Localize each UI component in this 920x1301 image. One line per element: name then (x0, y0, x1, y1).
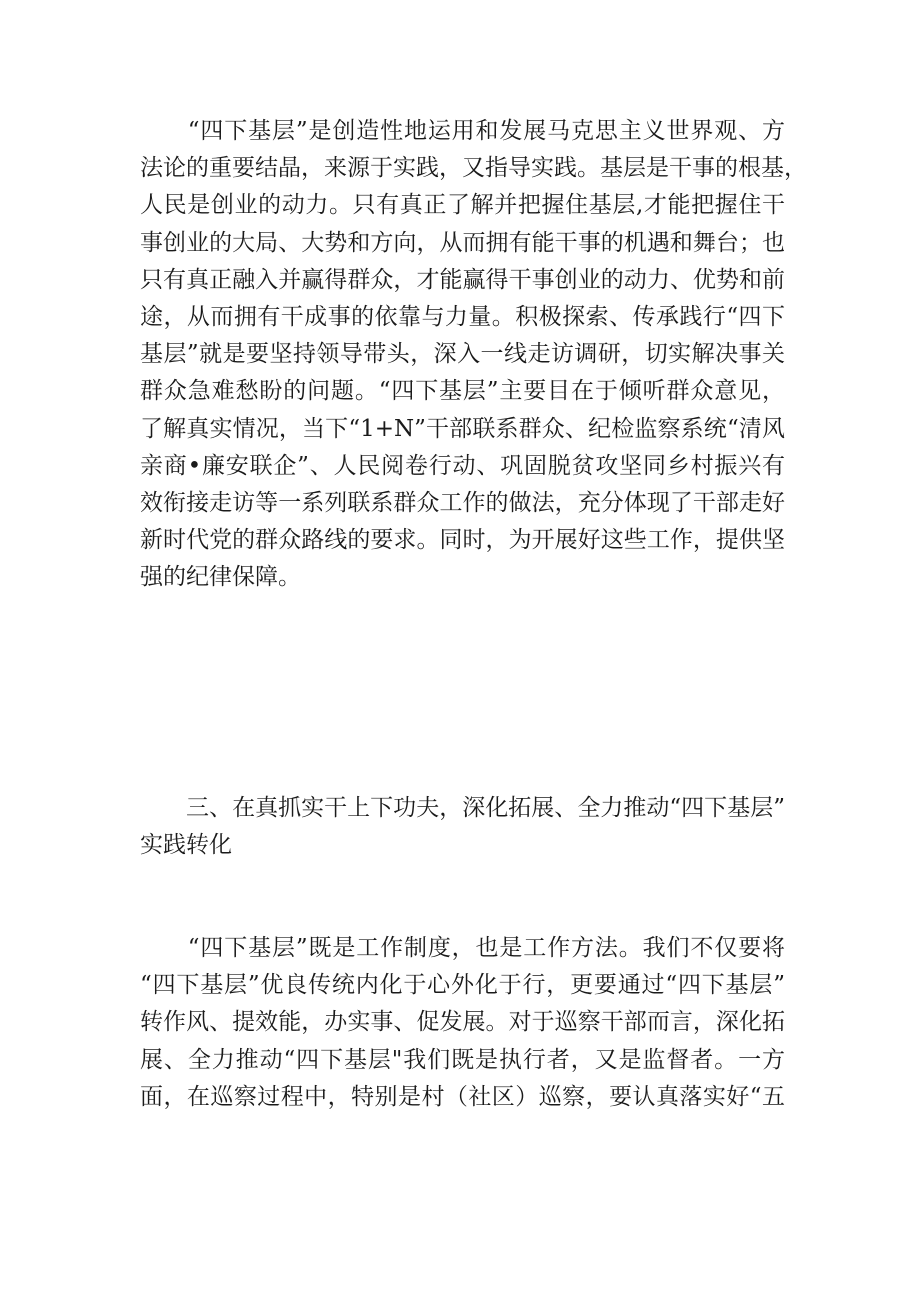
text-line: “四下基层”是创造性地运用和发展马克思主义世界观、方 (140, 118, 785, 144)
text-line: “四下基层”既是工作制度，也是工作方法。我们不仅要将 (140, 935, 785, 961)
body-paragraph-1 (140, 113, 807, 596)
text-line: 法论的重要结晶，来源于实践，又指导实践。基层是干事的根基， (140, 155, 807, 182)
text-line: 转作风、提效能，办实事、促发展。对于巡察干部而言，深化拓 (140, 1009, 785, 1036)
text-line: 强的纪律保障。 (140, 564, 301, 591)
text-line: 基层”就是要坚持领导带头，深入一线走访调研，切实解决事关 (140, 341, 785, 368)
text-line: 事创业的大局、大势和方向，从而拥有能干事的机遇和舞台；也 (140, 229, 785, 256)
text-line: 人民是创业的动力。只有真正了解并把握住基层,才能把握住干 (140, 192, 785, 219)
text-line: 展、全力推动“四下基层"我们既是执行者，又是监督者。一方 (140, 1046, 785, 1073)
text-line: 只有真正融入并赢得群众，才能赢得干事创业的动力、优势和前 (140, 266, 785, 293)
text-line: 亲商•廉安联企”、人民阅卷行动、巩固脱贫攻坚同乡村振兴有 (140, 452, 785, 479)
section-heading-3 (140, 790, 785, 864)
text-line: “四下基层”优良传统内化于心外化于行，更要通过“四下基层” (140, 972, 785, 999)
heading-line: 三、在真抓实干上下功夫，深化拓展、全力推动“四下基层” (140, 795, 785, 821)
heading-line: 实践转化 (140, 832, 232, 859)
text-line: 途，从而拥有干成事的依靠与力量。积极探索、传承践行“四下 (140, 303, 785, 330)
text-line: 群众急难愁盼的问题。“四下基层”主要目在于倾听群众意见， (140, 378, 785, 405)
text-line: 新时代党的群众路线的要求。同时，为开展好这些工作，提供坚 (140, 527, 785, 554)
text-line: 效衔接走访等一系列联系群众工作的做法，充分体现了干部走好 (140, 489, 785, 516)
text-line: 了解真实情况，当下“1+N”干部联系群众、纪检监察系统“清风 (140, 415, 785, 442)
text-line: 面，在巡察过程中，特别是村（社区）巡察，要认真落实好“五 (140, 1083, 785, 1110)
body-paragraph-2 (140, 930, 785, 1116)
